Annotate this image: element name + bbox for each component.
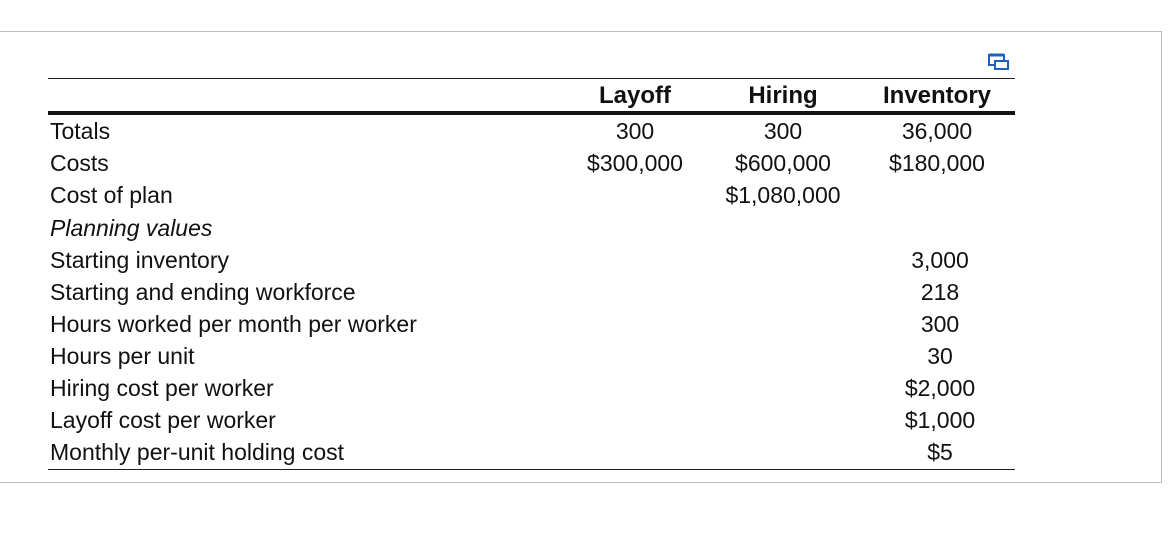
pv-value-workforce: 218	[920, 279, 960, 305]
header-rule	[48, 111, 1015, 115]
row-label-cost-of-plan: Cost of plan	[50, 182, 173, 208]
totals-hiring: 300	[763, 118, 803, 144]
pv-label-workforce: Starting and ending workforce	[50, 279, 356, 305]
pv-label-hiring-cost: Hiring cost per worker	[50, 375, 274, 401]
pv-label-holding-cost: Monthly per-unit holding cost	[50, 439, 345, 465]
row-label-costs: Costs	[50, 150, 109, 176]
costs-inventory: $180,000	[889, 150, 985, 176]
totals-inventory: 36,000	[901, 118, 973, 144]
header-hiring: Hiring	[748, 82, 818, 109]
pv-value-hours-per-unit: 30	[927, 343, 953, 369]
header-layoff: Layoff	[599, 82, 671, 109]
pv-label-hours-per-unit: Hours per unit	[50, 343, 195, 369]
planning-values-heading: Planning values	[50, 215, 213, 241]
pv-value-hiring-cost: $2,000	[904, 375, 976, 401]
pv-label-hours-per-month: Hours worked per month per worker	[50, 311, 417, 337]
pv-value-layoff-cost: $1,000	[904, 407, 976, 433]
totals-layoff: 300	[615, 118, 655, 144]
table-bottom-rule	[48, 469, 1015, 470]
row-label-totals: Totals	[50, 118, 111, 144]
table-top-rule	[48, 78, 1015, 79]
pv-label-starting-inventory: Starting inventory	[50, 247, 229, 273]
header-inventory: Inventory	[882, 82, 992, 109]
cost-of-plan-value: $1,080,000	[725, 182, 841, 208]
pv-value-hours-per-month: 300	[920, 311, 960, 337]
costs-hiring: $600,000	[735, 150, 831, 176]
copy-table-icon[interactable]	[987, 52, 1013, 72]
pv-value-starting-inventory: 3,000	[911, 247, 969, 273]
pv-value-holding-cost: $5	[927, 439, 953, 465]
pv-label-layoff-cost: Layoff cost per worker	[50, 407, 276, 433]
costs-layoff: $300,000	[587, 150, 683, 176]
